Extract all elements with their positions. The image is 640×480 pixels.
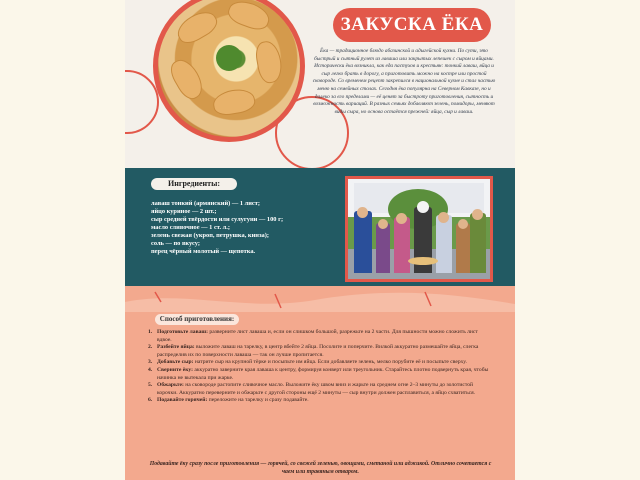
list-item: 4. Сверните ёку: аккуратно заверните края лаваша к центру, формируя конверт или треугольник. Старайтесь плотно подвернуть края, чтобы начинка не вытекала при жарке. [148,366,489,381]
list-item: яйцо куриное — 2 шт.; [151,208,217,215]
list-item: зелень свежая (укроп, петрушка, кинза); [151,232,269,239]
list-item: 5. Обжарьте: на сковороде растопите сливочное масло. Выложите ёку швом вниз и жарьте на среднем огне 2–3 минуты до золотистой корочки. Аккуратно переверните и обжарьте с другой стороны ещё 2 минуты — сыр внутри должен расплавиться, а яйцо схватиться. [148,382,476,396]
recipe-page [125,0,515,480]
list-item: сыр средней твёрдости или сулугуни — 100 г; [151,216,284,223]
list-item: 6. Подавайте горячей: переложите на тарелку и сразу подавайте. [148,397,309,404]
intro-text: Ёка — традиционное блюдо абазинской и адыгейской кухни. По сути, это быстрый и сытный рулет из лаваша или закрытых лепешек с сыром и яйцами. Исторически ёка возникла, как еда пастухов и крестьян: тонкий лаваш, яйца и сыр легко брать в дорогу, а приготовить можно на костре или простой сковороде. Со временем рецепт закрепился в национальной кухне и стал частью меню на семейных столах. Сегодня ёка популярна на Северном Кавказе, но и далеко за его пределами — её ценят за быстроту приготовления, сытность и возможность вариаций. В разных семьях добавляют зелень, помидоры, меняют виды сыра, но основа остаётся прежней: яйца, сыр и лаваш. [312,48,496,115]
list-item: 2. Разбейте яйца: выложите лаваш на тарелку, в центр вбейте 2 яйца. Посолите и поперчите. Вилкой аккуратно размешайте яйца, слегка распределив их по поверхности лаваша — так он лучше пропитается. [148,344,479,358]
list-item: лаваш тонкий (армянский) — 1 лист; [151,200,261,207]
ingredients-list [151,200,351,256]
group-photo [345,176,493,282]
list-item: 3. Добавьте сыр: натрите сыр на крупной тёрке и посыпьте им яйца. Если добавляете зелень, мелко порубите её и посыпьте сверху. [148,359,467,366]
steps-heading: Способ приготовления: [155,314,239,325]
list-item: перец чёрный молотый — щепотка. [151,248,256,255]
page-title: ЗАКУСКА ЁКА [333,8,491,42]
steps-list [148,329,493,405]
wave-decoration [125,290,515,312]
list-item: соль — по вкусу; [151,240,201,247]
serving-note: Подавайте ёку сразу после приготовления — горячей, со свежей зеленью, овощами, сметаной или аджикой. Отлично сочетается с чаем или травяным отваром. [149,461,492,475]
list-item: 1. Подготовьте лаваш: разверните лист лаваша и, если он слишком большой, разрежьте на 2 части. Для пышности можно сложить лист вдвое. [148,329,478,343]
ingredients-heading: Ингредиенты: [151,178,237,190]
list-item: масло сливочное — 1 ст. л.; [151,224,230,231]
